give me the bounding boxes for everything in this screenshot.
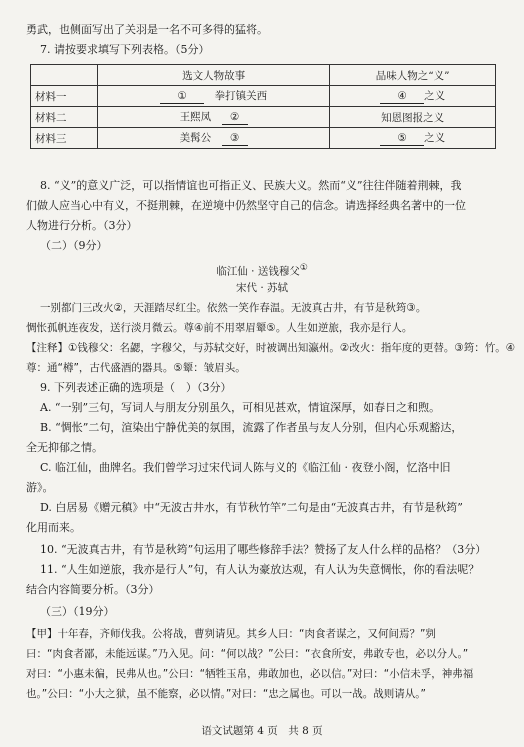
table-header-meaning: 品味人物之“义” (330, 65, 496, 86)
option-b-line1: B. “惆怅”二句，渲染出宁静优美的氛围，流露了作者虽与友人分别，但内心乐观豁达， (40, 421, 463, 434)
table-row (31, 107, 496, 128)
option-d-line1: D. 白居易《赠元稹》中“无波古井水，有节秋竹竿”二句是由“无波真古井，有节是秋筠” (40, 501, 463, 514)
meaning-cell[interactable]: ⑤ 之义 (330, 128, 496, 149)
poem-notes-line1: 【注释】①钱穆父：名勰，字穆父，与苏轼交好，时被调出知瀛州。②改火：指年度的更替。③筠：竹。④ (26, 342, 516, 354)
table-row (31, 128, 496, 149)
story-cell[interactable]: 王熙凤 ② (98, 107, 330, 128)
row-label: 材料二 (31, 107, 98, 128)
row-label: 材料三 (31, 128, 98, 149)
table-header-row (31, 65, 496, 86)
answer-table (30, 64, 496, 149)
question-8-line1: 8. “义”的意义广泛，可以指情谊也可指正义、民族大义。然而“义”往往伴随着荆棘，我 (40, 179, 462, 192)
table-row (31, 86, 496, 107)
question-11-line1: 11. “人生如逆旅，我亦是行人”句，有人认为豪放达观，有人认为失意惆怅，你的看法呢？ (40, 563, 480, 576)
row-label: 材料一 (31, 86, 98, 107)
meaning-cell: 知恩图报之义 (330, 107, 496, 128)
classical-text-line4: 也。”公曰：“小大之狱，虽不能察，必以情。”对曰：“忠之属也。可以一战。战则请从。” (26, 688, 426, 700)
classical-text-line3: 对曰：“小惠未徧，民弗从也。”公曰：“牺牲玉帛，弗敢加也，必以信。”对曰：“小信未孚，神弗福 (26, 668, 474, 680)
poem-line-1: 一别都门三改火②，天涯踏尽红尘。依然一笑作春温。无波真古井，有节是秋筠③。 (40, 302, 427, 314)
story-cell[interactable]: 美髯公 ③ (98, 128, 330, 149)
section-2-heading: （二）（9分） (40, 239, 108, 252)
poem-line-2: 惆怅孤帆连夜发，送行淡月微云。尊④前不用翠眉颦⑤。人生如逆旅，我亦是行人。 (26, 322, 413, 334)
table-header-story: 选文人物故事 (98, 65, 330, 86)
poem-notes-line2: 尊：通“樽”，古代盛酒的器具。⑤颦：皱眉头。 (26, 362, 246, 374)
story-cell[interactable]: ① 拳打镇关西 (98, 86, 330, 107)
question-10: 10. “无波真古井，有节是秋筠”句运用了哪些修辞手法？赞扬了友人什么样的品格？（3分） (40, 543, 487, 556)
question-11-line2: 结合内容简要分析。（3分） (26, 583, 160, 596)
carryover-text: 勇武，也侧面写出了关羽是一名不可多得的猛将。 (26, 23, 268, 36)
question-8-line3: 人物进行分析。（3分） (26, 219, 138, 232)
classical-text-line2: 曰：“肉食者鄙，未能远谋。”乃入见。问：“何以战？”公曰：“衣食所安，弗敢专也，必以分人。” (26, 648, 469, 660)
option-c-line1: C. 临江仙，曲牌名。我们曾学习过宋代词人陈与义的《临江仙 · 夜登小阁，忆洛中旧 (40, 461, 451, 474)
page-footer: 语文试题第 4 页 共 8 页 (201, 725, 323, 737)
meaning-cell[interactable]: ④ 之义 (330, 86, 496, 107)
question-9: 9. 下列表述正确的选项是（ ）（3分） (40, 381, 232, 394)
poem-author: 宋代 · 苏轼 (235, 282, 288, 294)
question-8-line2: 们做人应当心中有义，不挺荆棘，在逆境中仍然坚守自己的信念。请选择经典名著中的一位 (26, 199, 466, 212)
question-7: 7. 请按要求填写下列表格。（5分） (40, 43, 210, 56)
classical-text-line1: 【甲】十年春，齐师伐我。公将战，曹刿请见。其乡人曰：“肉食者谋之，又何间焉？”刿 (26, 628, 436, 640)
option-d-line2: 化用而来。 (26, 521, 81, 534)
section-3-heading: （三）（19分） (40, 605, 115, 618)
poem-title: 临江仙 · 送钱穆父① (216, 263, 308, 278)
option-b-line2: 全无抑郁之情。 (26, 441, 103, 454)
table-header-blank (31, 65, 98, 86)
option-c-line2: 游》。 (26, 481, 54, 494)
option-a: A. “一别”三句，写词人与朋友分别虽久，可相见甚欢，情谊深厚，如春日之和煦。 (40, 401, 441, 414)
